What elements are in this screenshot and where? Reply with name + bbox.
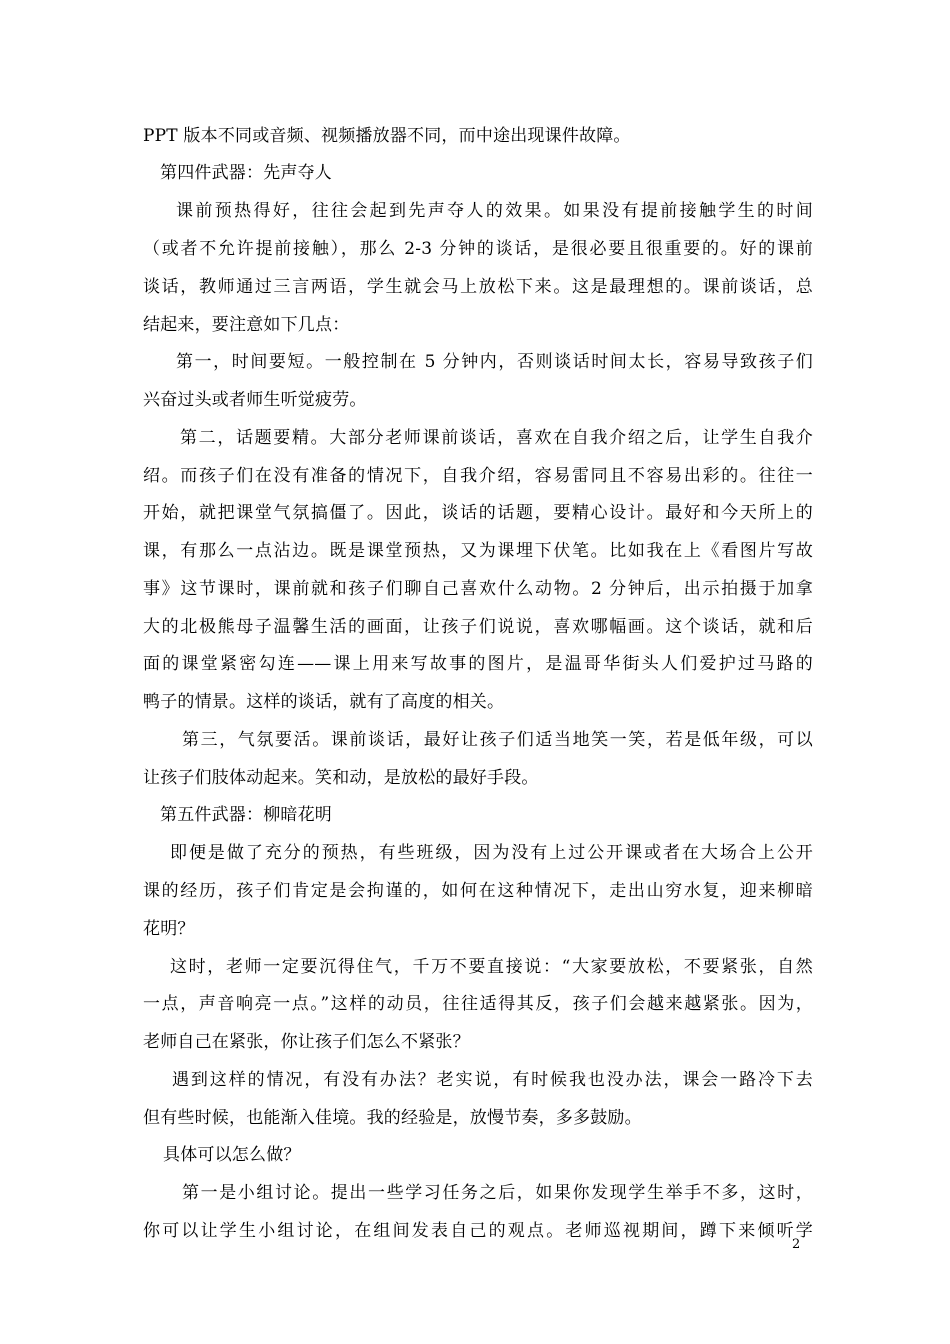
text-line-28: 具体可以怎么做？ [163,1145,301,1165]
text-line-5: 谈话，教师通过三言两语，学生就会马上放松下来。这是最理想的。课前谈话，总 [143,277,813,297]
text-line-6: 结起来，要注意如下几点： [143,315,350,335]
text-line-18: 让孩子们肢体动起来。笑和动，是放松的最好手段。 [143,768,539,788]
text-line-4: （或者不允许提前接触），那么 2-3 分钟的谈话，是很必要且很重要的。好的课前 [143,239,813,259]
section-heading-4: 第四件武器：先声夺人 [160,163,332,183]
text-line-30: 你可以让学生小组讨论，在组间发表自己的观点。老师巡视期间，蹲下来倾听学 [143,1221,813,1241]
text-line-16: 鸭子的情景。这样的谈话，就有了高度的相关。 [143,692,505,712]
text-line-10: 绍。而孩子们在没有准备的情况下，自我介绍，容易雷同且不容易出彩的。往往一 [143,466,813,486]
text-line-12: 课，有那么一点沾边。既是课堂预热，又为课埋下伏笔。比如我在上《看图片写故 [143,541,813,561]
page-number: 2 [792,1237,801,1252]
text-line-27: 但有些时候，也能渐入佳境。我的经验是，放慢节奏，多多鼓励。 [143,1108,642,1128]
text-line-29: 第一是小组讨论。提出一些学习任务之后，如果你发现学生举手不多，这时， [182,1183,813,1203]
text-line-1: PPT 版本不同或音频、视频播放器不同，而中途出现课件故障。 [143,126,631,146]
text-line-15: 面的课堂紧密勾连——课上用来写故事的图片，是温哥华街头人们爱护过马路的 [143,654,813,674]
text-line-9: 第二，话题要精。大部分老师课前谈话，喜欢在自我介绍之后，让学生自我介 [180,428,813,448]
text-line-20: 即便是做了充分的预热，有些班级，因为没有上过公开课或者在大场合上公开 [170,843,813,863]
text-line-26: 遇到这样的情况，有没有办法？老实说，有时候我也没办法，课会一路冷下去 [172,1070,813,1090]
text-line-25: 老师自己在紧张，你让孩子们怎么不紧张？ [143,1032,470,1052]
text-line-3: 课前预热得好，往往会起到先声夺人的效果。如果没有提前接触学生的时间 [176,201,813,221]
text-line-23: 这时，老师一定要沉得住气，千万不要直接说：“大家要放松，不要紧张，自然 [170,957,813,977]
text-line-8: 兴奋过头或者师生听觉疲劳。 [143,390,367,410]
text-line-24: 一点，声音响亮一点。”这样的动员，往往适得其反，孩子们会越来越紧张。因为， [143,994,813,1014]
text-line-13: 事》这节课时，课前就和孩子们聊自己喜欢什么动物。2 分钟后，出示拍摄于加拿 [143,579,813,599]
text-line-17: 第三，气氛要活。课前谈话，最好让孩子们适当地笑一笑，若是低年级，可以 [182,730,813,750]
text-line-14: 大的北极熊母子温馨生活的画面，让孩子们说说，喜欢哪幅画。这个谈话，就和后 [143,617,813,637]
text-line-22: 花明？ [143,919,195,939]
text-line-7: 第一，时间要短。一般控制在 5 分钟内，否则谈话时间太长，容易导致孩子们 [176,352,813,372]
text-line-11: 开始，就把课堂气氛搞僵了。因此，谈话的话题，要精心设计。最好和今天所上的 [143,503,813,523]
section-heading-5: 第五件武器：柳暗花明 [160,805,332,825]
text-line-21: 课的经历，孩子们肯定是会拘谨的，如何在这种情况下，走出山穷水复，迎来柳暗 [143,881,813,901]
